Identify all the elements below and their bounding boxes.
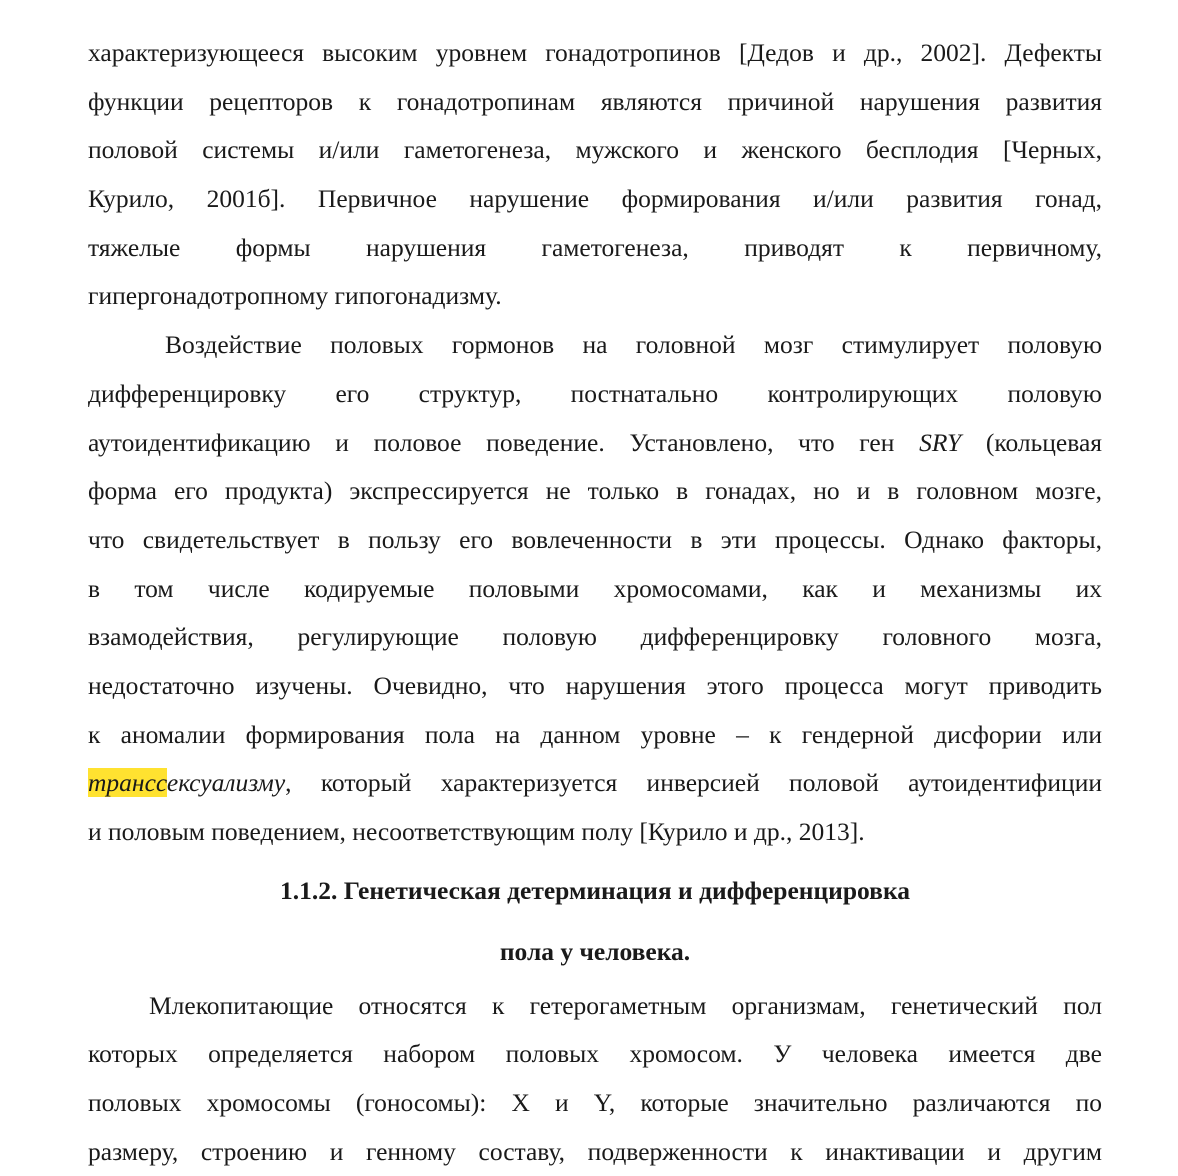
text-span: аутоидентификацию и половое поведение. Установлено, что ген [88,427,920,457]
text-line: гипергонадотропному гипогонадизму. [88,281,502,311]
text-span: (кольцевая [961,427,1102,457]
text-line: Воздействие половых гормонов на головной мозг стимулирует половую [165,330,1102,360]
text-line: взамодействия, регулирующие половую дифференцировку головного мозга, [88,622,1102,652]
text-line [88,759,1102,808]
text-line [88,419,1102,468]
text-line: размеру, строению и генному составу, подверженности к инактивации и другим [88,1136,1102,1166]
text-line: форма его продукта) экспрессируется не только в гонадах, но и в головном мозге, [88,476,1102,506]
paragraph-gonadotropins [88,29,1102,321]
text-line: характеризующееся высоким уровнем гонадотропинов [Дедов и др., 2002]. Дефекты [88,38,1102,67]
section-heading [88,860,1102,982]
section-heading-line: пола у человека. [499,936,691,966]
italic-term: ексуализму [166,768,286,798]
section-heading-line: 1.1.2. Генетическая детерминация и дифференцировка [279,875,911,905]
text-line: Курило, 2001б]. Первичное нарушение формирования и/или развития гонад, [88,184,1102,214]
paragraph-mammals [88,982,1102,1176]
text-line: что свидетельствует в пользу его вовлеченности в эти процессы. Однако факторы, [88,524,1102,554]
text-line: и половым поведением, несоответствующим полу [Курило и др., 2013]. [88,817,865,846]
text-line: половых хромосомы (гоносомы): X и Y, которые значительно различаются по [88,1088,1102,1118]
document-page [88,29,1102,1176]
text-line: в том числе кодируемые половыми хромосомами, как и механизмы их [88,573,1102,603]
paragraph-brain-differentiation [88,321,1102,857]
text-line: к аномалии формирования пола на данном уровне – к гендерной дисфории или [88,719,1102,749]
text-line: половой системы и/или гаметогенеза, мужского и женского бесплодия [Черных, [88,135,1102,165]
text-line: которых определяется набором половых хромосом. У человека имеется две [88,1039,1102,1069]
text-line: дифференцировку его структур, постнатально контролирующих половую [88,378,1102,408]
text-span: , который характеризуется инверсией половой аутоидентифиции [285,768,1102,798]
highlighted-text[interactable]: трансс [88,768,167,798]
gene-name-italic: SRY [919,427,962,457]
text-line: недостаточно изучены. Очевидно, что нарушения этого процесса могут приводить [88,670,1102,700]
text-line: функции рецепторов к гонадотропинам являются причиной нарушения развития [88,86,1102,116]
text-line: тяжелые формы нарушения гаметогенеза, приводят к первичному, [88,232,1102,262]
text-line: Млекопитающие относятся к гетерогаметным организмам, генетический пол [149,990,1102,1020]
